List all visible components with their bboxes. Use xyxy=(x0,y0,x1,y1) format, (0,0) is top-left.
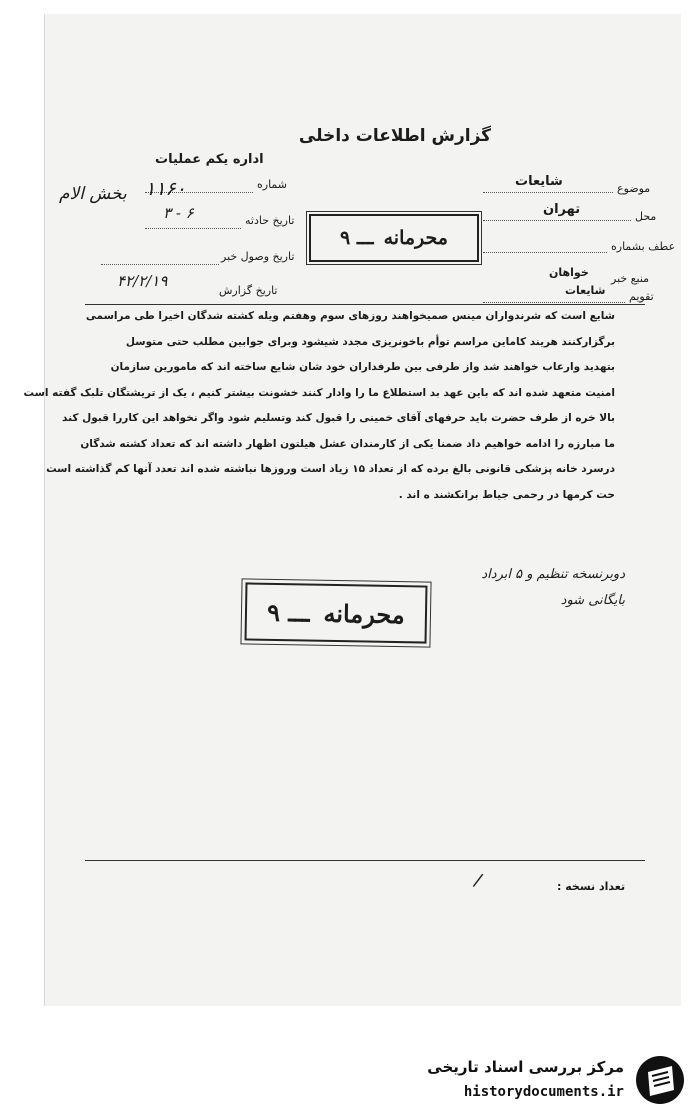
number-value: ۱۱۶۰ xyxy=(145,178,186,200)
body-line: بالا خره از طرف حضرت باید حرفهای آقای خمینی را قبول کند وتسلیم شود واگر نخواهد این کاررا قبول کند xyxy=(62,412,615,424)
confidential-stamp-bottom-text: محرمانه xyxy=(323,598,406,629)
confidential-stamp-top: محرمانه ـــ ۹ xyxy=(309,214,479,262)
body-line: حت کرمها در رحمی جیاط برانکشند ه اند . xyxy=(398,488,615,501)
body-line: برگزارکنند هریند کاماین مراسم توأم باخونریزی مجدد شیشود وبرای جوابین مطلب حتی متوسل xyxy=(125,335,615,348)
department-name: اداره یکم عملیات xyxy=(155,152,264,167)
subject-label: موضوع xyxy=(617,182,651,195)
location-label: محل xyxy=(635,210,657,223)
location-line xyxy=(483,220,631,221)
body-line: درسرد خانه پزشکی قانونی بالغ برده که از تعداد ۱۵ زیاد است وروزها نباشته شده اند تعدد آنها کم گذاشته است xyxy=(46,463,615,475)
confidential-stamp-top-text: محرمانه xyxy=(383,227,448,249)
receipt-date-label: تاریخ وصول خبر xyxy=(221,250,295,263)
report-date-label: تاریخ گزارش xyxy=(219,284,278,297)
confidential-stamp-bottom: محرمانه ـــ ۹ xyxy=(245,582,428,643)
report-body xyxy=(23,304,615,508)
reference-line xyxy=(483,252,607,253)
document-page xyxy=(23,14,681,1006)
receipt-date-line xyxy=(101,264,219,265)
location-value: تهران xyxy=(543,202,581,217)
subject-value: شایعات xyxy=(515,174,563,189)
reference-label: عطف بشماره xyxy=(611,240,676,253)
document-title: گزارش اطلاعات داخلی xyxy=(298,126,492,146)
archive-watermark xyxy=(420,1048,690,1114)
margin-handwriting: بخش الام xyxy=(59,184,127,204)
report-date-value: ۴۲/۲/۱۹ xyxy=(117,272,168,290)
handwritten-note: دوبرنسخه تنظیم و ۵ ابرداد xyxy=(481,567,625,582)
assessment-line xyxy=(483,302,625,303)
handwritten-signature: بایگانی شود xyxy=(560,593,625,608)
body-line: بتهدید وارعاب خواهند شد واز طرفی بین طرفداران خود شان شایع ساخته اند که مامورین سازمان xyxy=(110,361,615,373)
archive-logo-icon xyxy=(634,1054,686,1106)
number-label: شماره xyxy=(257,178,288,191)
body-line: ما مبارزه را ادامه خواهیم داد ضمنا یکی از کارمندان عشل هیلتون اظهار داشته اند که تعداد کشته شدگان xyxy=(80,437,615,450)
incident-date-line xyxy=(145,228,241,229)
pen-mark: / xyxy=(471,869,485,892)
body-line: امنیت متعهد شده اند که باین عهد بد استطلاع ما را وادار کنند خشونت بیشتر کنیم ، یک از تریشتگان تلبک گفته است xyxy=(23,386,615,399)
incident-date-value: ۶ - ۳ xyxy=(163,204,194,222)
copies-label: تعداد نسخه : xyxy=(557,880,626,893)
assessment-label: تقویم xyxy=(629,290,654,303)
source-label: منبع خبر xyxy=(611,272,650,285)
handwritten-block xyxy=(465,562,625,614)
subject-line xyxy=(483,192,613,193)
archive-name: مرکز بررسی اسناد تاریخی xyxy=(427,1058,624,1076)
incident-date-label: تاریخ حادثه xyxy=(245,214,295,227)
body-line: شایع است که شرندواران مینس صمیخواهند روزهای سوم وهفتم ویله کشته شدگان اخیرا طی مراسمی xyxy=(85,310,615,322)
source-value: خواهان xyxy=(549,266,589,279)
assessment-value: شایعات xyxy=(565,284,606,297)
archive-url: historydocuments.ir xyxy=(463,1084,624,1100)
body-bottom-rule xyxy=(85,860,645,861)
